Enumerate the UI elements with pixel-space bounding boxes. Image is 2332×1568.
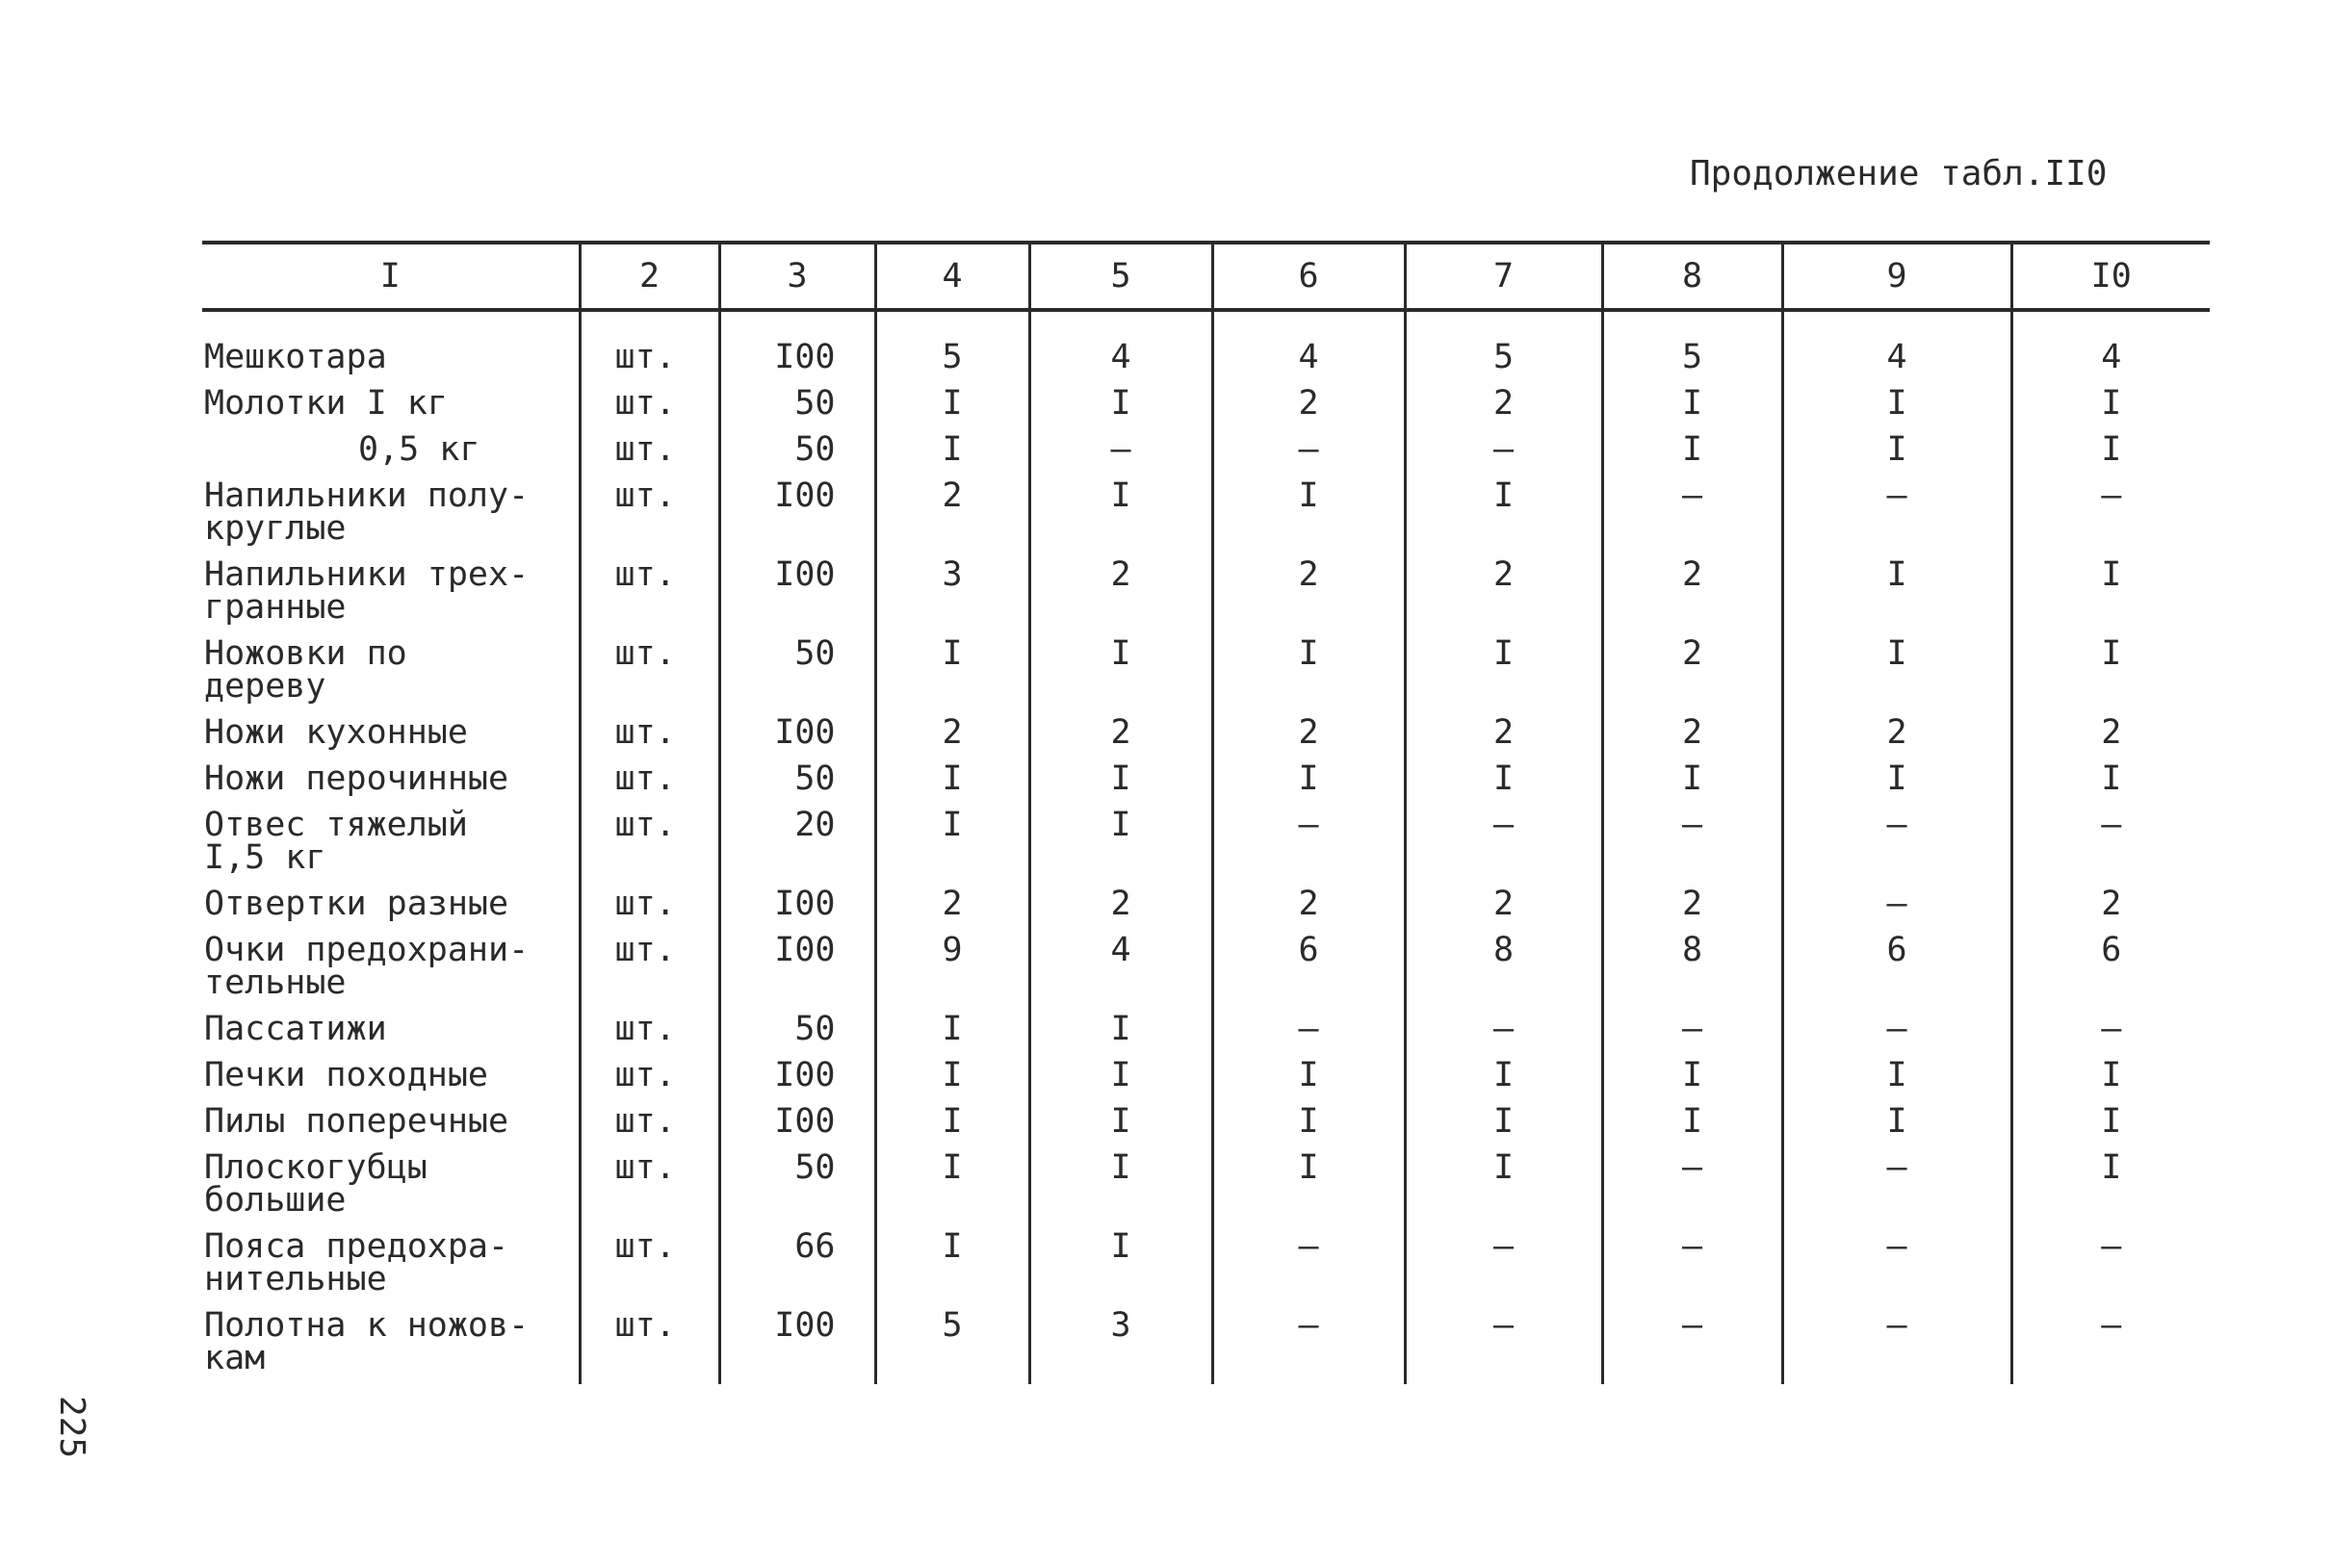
value-cell-col-9: I [1782,1092,2011,1138]
value-cell-col-4: 2 [875,466,1029,545]
header-col-6: 6 [1212,243,1405,310]
item-name-cell [202,466,580,548]
table-row [202,373,2210,420]
unit-cell: шт. [580,874,719,920]
unit-cell: шт. [580,466,719,545]
quantity-cell: I00 [719,874,875,920]
unit-cell: шт. [580,624,719,703]
quantity-cell: I00 [719,1296,875,1384]
table-row [202,420,2210,466]
value-cell-col-5: – [1029,420,1212,466]
quantity-cell: 50 [719,373,875,420]
item-name-text: Молотки I кг [204,384,448,423]
item-name-text: Ножи кухонные [204,713,468,752]
unit-cell: шт. [580,1217,719,1296]
value-cell-col-10: 2 [2011,874,2210,920]
value-cell-col-4: 2 [875,703,1029,749]
value-cell-col-5: 2 [1029,703,1212,749]
item-name-text: Ножи перочинные [204,759,509,798]
value-cell-col-10: – [2011,795,2210,874]
value-cell-col-4: I [875,749,1029,795]
value-cell-col-5: 3 [1029,1296,1212,1384]
table-row [202,466,2210,545]
value-cell-col-9: I [1782,373,2011,420]
item-name-cell [202,749,580,798]
value-cell-col-10: I [2011,1138,2210,1217]
value-cell-col-8: 5 [1602,310,1782,373]
value-cell-col-9: 6 [1782,920,2011,999]
value-cell-col-7: 2 [1405,545,1602,624]
value-cell-col-4: 3 [875,545,1029,624]
quantity-cell: I00 [719,1045,875,1092]
value-cell-col-10: – [2011,1217,2210,1296]
quantity-cell: 20 [719,795,875,874]
unit-cell: шт. [580,1138,719,1217]
value-cell-col-7: 2 [1405,703,1602,749]
table-row [202,703,2210,749]
value-cell-col-4: 9 [875,920,1029,999]
value-cell-col-6: I [1212,466,1405,545]
item-name-text: Очки предохрани- тельные [204,931,530,1002]
header-col-2: 2 [580,243,719,310]
item-name-text: Отвес тяжелый I,5 кг [204,806,468,877]
value-cell-col-10: – [2011,999,2210,1045]
unit-cell: шт. [580,1296,719,1384]
value-cell-col-5: I [1029,373,1212,420]
value-cell-col-7: I [1405,1138,1602,1217]
header-col-9: 9 [1782,243,2011,310]
value-cell-col-6: 2 [1212,373,1405,420]
value-cell-col-4: I [875,999,1029,1045]
unit-cell: шт. [580,1045,719,1092]
table-row [202,874,2210,920]
item-name-cell [202,310,580,376]
item-name-text: Пилы поперечные [204,1102,509,1141]
value-cell-col-8: 2 [1602,624,1782,703]
item-name-cell [202,795,580,877]
value-cell-col-8: 2 [1602,703,1782,749]
table-row [202,545,2210,624]
value-cell-col-9: – [1782,466,2011,545]
item-name-text: Пассатижи [204,1010,387,1048]
value-cell-col-8: I [1602,373,1782,420]
value-cell-col-10: 2 [2011,703,2210,749]
value-cell-col-4: I [875,795,1029,874]
value-cell-col-10: 6 [2011,920,2210,999]
value-cell-col-7: I [1405,466,1602,545]
header-col-3: 3 [719,243,875,310]
item-name-text: 0,5 кг [358,430,480,469]
value-cell-col-4: I [875,1045,1029,1092]
value-cell-col-10: – [2011,466,2210,545]
value-cell-col-10: I [2011,545,2210,624]
value-cell-col-7: 2 [1405,373,1602,420]
table-row [202,795,2210,874]
value-cell-col-6: 2 [1212,874,1405,920]
value-cell-col-8: I [1602,1045,1782,1092]
table-body [202,310,2210,1384]
value-cell-col-5: I [1029,1092,1212,1138]
unit-cell: шт. [580,310,719,373]
item-name-text: Пояса предохра- нительные [204,1227,509,1298]
item-name-cell [202,1092,580,1141]
table-row [202,1138,2210,1217]
unit-cell: шт. [580,703,719,749]
value-cell-col-4: I [875,1092,1029,1138]
table-row [202,1092,2210,1138]
value-cell-col-7: 8 [1405,920,1602,999]
value-cell-col-5: I [1029,624,1212,703]
item-name-cell [202,373,580,423]
value-cell-col-6: I [1212,749,1405,795]
item-name-cell [202,1138,580,1220]
value-cell-col-6: I [1212,624,1405,703]
value-cell-col-7: – [1405,420,1602,466]
value-cell-col-9: – [1782,1138,2011,1217]
value-cell-col-8: – [1602,466,1782,545]
header-col-8: 8 [1602,243,1782,310]
quantity-cell: 50 [719,624,875,703]
value-cell-col-7: I [1405,1092,1602,1138]
item-name-cell [202,420,580,469]
table-row [202,310,2210,373]
value-cell-col-5: I [1029,1045,1212,1092]
quantity-cell: 50 [719,1138,875,1217]
value-cell-col-8: – [1602,1138,1782,1217]
value-cell-col-6: – [1212,1296,1405,1384]
item-name-cell [202,545,580,627]
unit-cell: шт. [580,749,719,795]
quantity-cell: I00 [719,703,875,749]
table-header-row [202,243,2210,310]
value-cell-col-9: I [1782,545,2011,624]
value-cell-col-7: – [1405,1296,1602,1384]
item-name-text: Полотна к ножов- кам [204,1306,530,1377]
value-cell-col-4: 5 [875,1296,1029,1384]
value-cell-col-7: I [1405,749,1602,795]
item-name-text: Напильники полу- круглые [204,476,530,548]
item-name-text: Отвертки разные [204,885,509,923]
unit-cell: шт. [580,373,719,420]
header-col-7: 7 [1405,243,1602,310]
value-cell-col-8: 2 [1602,545,1782,624]
value-cell-col-6: – [1212,999,1405,1045]
quantity-cell: I00 [719,1092,875,1138]
value-cell-col-4: I [875,373,1029,420]
value-cell-col-10: I [2011,624,2210,703]
value-cell-col-6: 2 [1212,545,1405,624]
value-cell-col-5: I [1029,1217,1212,1296]
item-name-cell [202,624,580,706]
table-caption: Продолжение табл.II0 [1690,154,2108,193]
value-cell-col-9: – [1782,999,2011,1045]
item-name-cell [202,999,580,1048]
value-cell-col-6: I [1212,1045,1405,1092]
table-row [202,999,2210,1045]
table-row [202,624,2210,703]
unit-cell: шт. [580,420,719,466]
value-cell-col-10: – [2011,1296,2210,1384]
header-col-1: I [379,257,401,296]
table-row [202,1217,2210,1296]
value-cell-col-9: – [1782,795,2011,874]
value-cell-col-7: – [1405,1217,1602,1296]
value-cell-col-9: I [1782,624,2011,703]
item-name-cell [202,874,580,923]
value-cell-col-8: I [1602,420,1782,466]
value-cell-col-10: I [2011,373,2210,420]
value-cell-col-9: I [1782,1045,2011,1092]
quantity-cell: 50 [719,749,875,795]
value-cell-col-7: 2 [1405,874,1602,920]
unit-cell: шт. [580,545,719,624]
value-cell-col-5: I [1029,749,1212,795]
value-cell-col-8: I [1602,1092,1782,1138]
value-cell-col-9: – [1782,1296,2011,1384]
value-cell-col-7: – [1405,795,1602,874]
value-cell-col-10: I [2011,1092,2210,1138]
value-cell-col-5: 2 [1029,545,1212,624]
value-cell-col-9: 4 [1782,310,2011,373]
value-cell-col-9: – [1782,874,2011,920]
quantity-cell: I00 [719,466,875,545]
value-cell-col-5: I [1029,466,1212,545]
value-cell-col-10: I [2011,749,2210,795]
item-name-cell [202,1045,580,1092]
supply-table [202,241,2210,1384]
value-cell-col-4: I [875,1217,1029,1296]
unit-cell: шт. [580,795,719,874]
value-cell-col-10: 4 [2011,310,2210,373]
value-cell-col-7: I [1405,624,1602,703]
item-name-cell [202,1296,580,1384]
value-cell-col-8: 8 [1602,920,1782,999]
value-cell-col-9: I [1782,420,2011,466]
unit-cell: шт. [580,999,719,1045]
item-name-text: Плоскогубцы большие [204,1148,428,1220]
value-cell-col-7: 5 [1405,310,1602,373]
value-cell-col-4: 5 [875,310,1029,373]
item-name-cell [202,920,580,1002]
value-cell-col-5: 2 [1029,874,1212,920]
value-cell-col-8: – [1602,1296,1782,1384]
value-cell-col-4: I [875,420,1029,466]
item-name-text: Напильники трех- гранные [204,555,530,627]
value-cell-col-6: I [1212,1092,1405,1138]
table-row [202,920,2210,999]
value-cell-col-10: I [2011,420,2210,466]
item-name-text: Печки походные [204,1056,489,1094]
value-cell-col-9: 2 [1782,703,2011,749]
value-cell-col-6: I [1212,1138,1405,1217]
item-name-cell [202,703,580,752]
page-number: 225 [52,1396,91,1459]
unit-cell: шт. [580,1092,719,1138]
value-cell-col-5: I [1029,1138,1212,1217]
quantity-cell: 66 [719,1217,875,1296]
quantity-cell: 50 [719,420,875,466]
value-cell-col-8: – [1602,795,1782,874]
value-cell-col-6: 2 [1212,703,1405,749]
value-cell-col-5: I [1029,795,1212,874]
quantity-cell: 50 [719,999,875,1045]
value-cell-col-7: – [1405,999,1602,1045]
value-cell-col-10: I [2011,1045,2210,1092]
value-cell-col-6: – [1212,1217,1405,1296]
item-name-text: Мешкотара [204,338,387,376]
value-cell-col-8: I [1602,749,1782,795]
table-row [202,749,2210,795]
value-cell-col-8: – [1602,999,1782,1045]
value-cell-col-4: I [875,624,1029,703]
item-name-text: Ножовки по дереву [204,634,407,706]
value-cell-col-5: 4 [1029,310,1212,373]
value-cell-col-5: I [1029,999,1212,1045]
header-col-4: 4 [875,243,1029,310]
value-cell-col-9: I [1782,749,2011,795]
value-cell-col-4: 2 [875,874,1029,920]
value-cell-col-6: 6 [1212,920,1405,999]
value-cell-col-7: I [1405,1045,1602,1092]
value-cell-col-4: I [875,1138,1029,1217]
value-cell-col-6: 4 [1212,310,1405,373]
quantity-cell: I00 [719,310,875,373]
header-col-10: I0 [2011,243,2210,310]
unit-cell: шт. [580,920,719,999]
value-cell-col-8: 2 [1602,874,1782,920]
value-cell-col-6: – [1212,795,1405,874]
table-row [202,1296,2210,1384]
value-cell-col-8: – [1602,1217,1782,1296]
header-col-5: 5 [1029,243,1212,310]
quantity-cell: I00 [719,920,875,999]
table-row [202,1045,2210,1092]
value-cell-col-9: – [1782,1217,2011,1296]
item-name-cell [202,1217,580,1296]
quantity-cell: I00 [719,545,875,624]
value-cell-col-5: 4 [1029,920,1212,999]
value-cell-col-6: – [1212,420,1405,466]
